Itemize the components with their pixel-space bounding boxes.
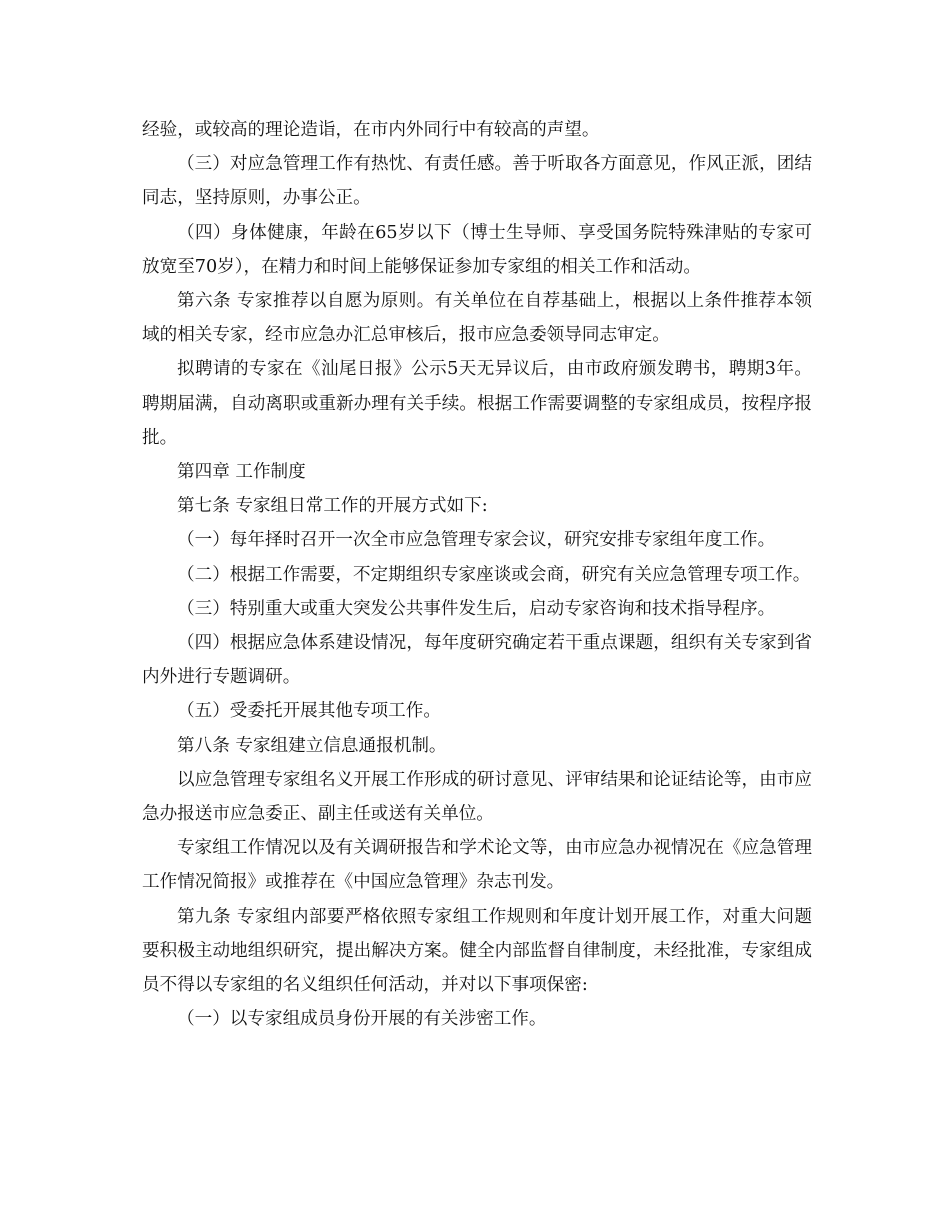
article-6: 第六条 专家推荐以自愿为原则。有关单位在自荐基础上，根据以上条件推荐本领域的相关专家，经市应急办汇总审核后，报市应急委领导同志审定。 [142,291,812,346]
article-7: 第七条 专家组日常工作的开展方式如下: [177,496,488,517]
paragraph-publication: 专家组工作情况以及有关调研报告和学术论文等，由市应急办视情况在《应急管理工作情况简报》或推荐在《中国应急管理》杂志刊发。 [142,838,812,893]
document-body [142,113,812,1036]
article-7-item-3: （三）特别重大或重大突发公共事件发生后，启动专家咨询和技术指导程序。 [177,598,776,619]
chapter-4-heading: 第四章 工作制度 [177,462,306,483]
paragraph-continuation: 经验，或较高的理论造诣，在市内外同行中有较高的声望。 [142,120,600,140]
paragraph-appointment: 拟聘请的专家在《汕尾日报》公示5天无异议后，由市政府颁发聘书，聘期3年。聘期届满，自动离职或重新办理有关手续。根据工作需要调整的专家组成员，按程序报批。 [142,359,812,448]
article-7-item-4: （四）根据应急体系建设情况，每年度研究确定若干重点课题，组织有关专家到省内外进行专题调研。 [142,633,812,688]
paragraph-item-3: （三）对应急管理工作有热忱、有责任感。善于听取各方面意见，作风正派，团结同志，坚持原则，办事公正。 [142,154,812,209]
article-9-item-1: （一）以专家组成员身份开展的有关涉密工作。 [177,1009,547,1030]
article-7-item-2: （二）根据工作需要，不定期组织专家座谈或会商，研究有关应急管理专项工作。 [177,564,811,585]
paragraph-item-4: （四）身体健康，年龄在65岁以下（博士生导师、享受国务院特殊津贴的专家可放宽至70岁），在精力和时间上能够保证参加专家组的相关工作和活动。 [142,222,812,277]
article-7-item-5: （五）受委托开展其他专项工作。 [177,701,441,722]
article-7-item-1: （一）每年择时召开一次全市应急管理专家会议，研究安排专家组年度工作。 [177,530,776,551]
paragraph-report-results: 以应急管理专家组名义开展工作形成的研讨意见、评审结果和论证结论等，由市应急办报送市应急委正、副主任或送有关单位。 [142,769,812,825]
article-8: 第八条 专家组建立信息通报机制。 [177,735,447,756]
article-9: 第九条 专家组内部要严格依照专家组工作规则和年度计划开展工作，对重大问题要积极主动地组织研究，提出解决方案。健全内部监督自律制度，未经批准，专家组成员不得以专家组的名义组织任何活动，并对以下事项保密: [142,906,812,996]
